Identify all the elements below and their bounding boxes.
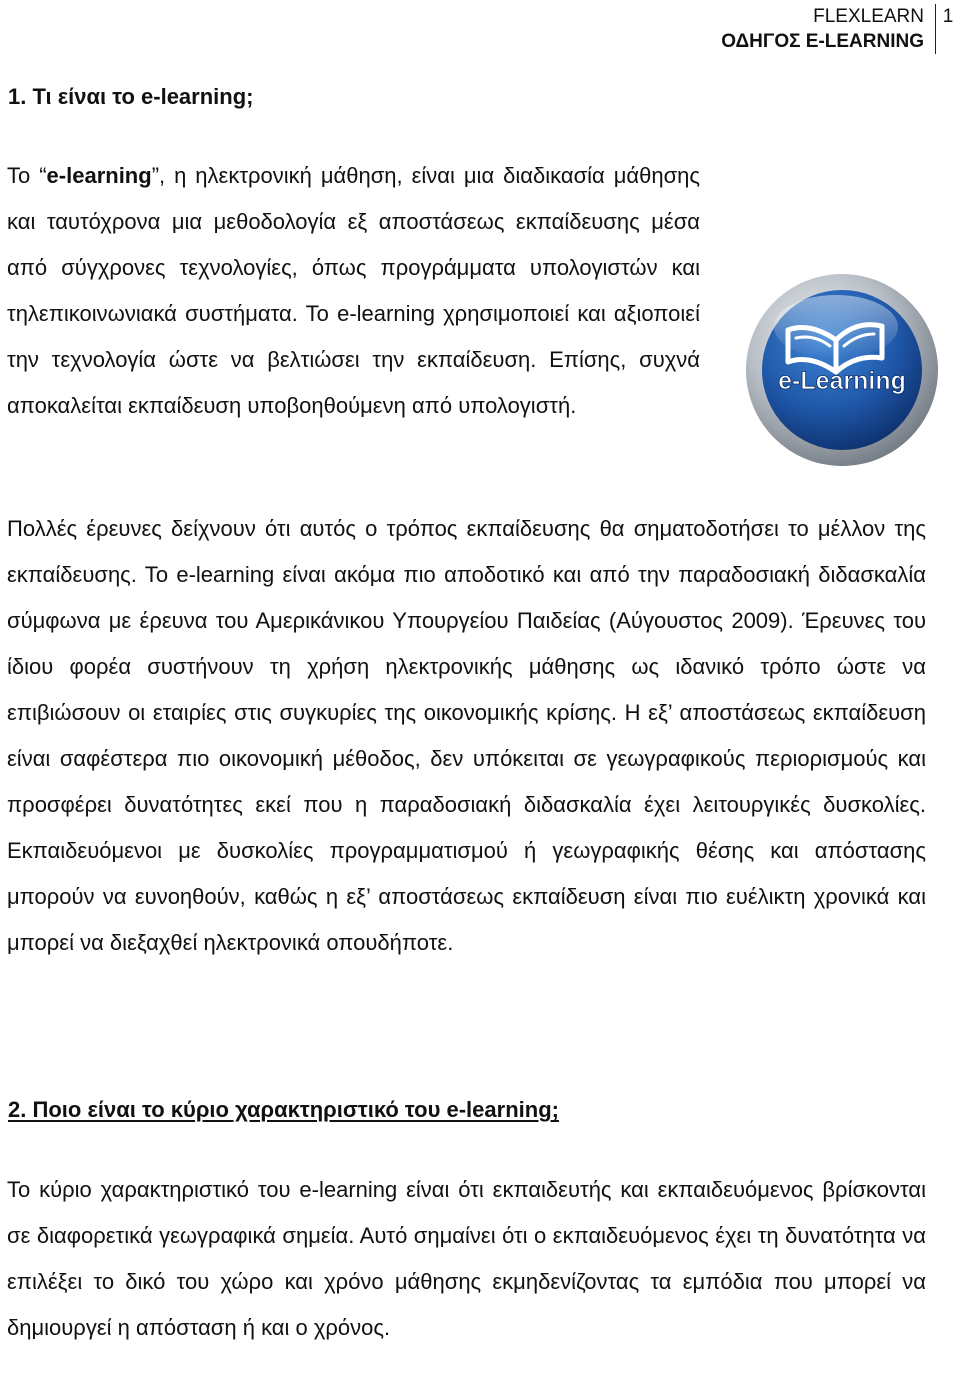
header-brand: FLEXLEARN bbox=[813, 6, 924, 27]
section1-paragraph-2: Πολλές έρευνες δείχνουν ότι αυτός ο τρόπος εκπαίδευσης θα σηματοδοτήσει το μέλλον της εκπαίδευσης. Το e-learning είναι ακόμα πιο αποδοτικό και από την παραδοσιακή διδασκαλία σύμφωνα με έρευνα του Αμερικάνικου Υπουργείου Παιδείας (Αύγουστος 2009). Έρευνες του ίδιου φορέα συστήνουν τη χρήση ηλεκτρονικής μάθησης ως ιδανικό τρόπο ώστε να επιβιώσουν οι εταιρίες στις συγκυρίες της οικονομικής κρίσης. Η εξ’ αποστάσεως εκπαίδευση είναι σαφέστερα πιο οικονομική μέθοδος, δεν υπόκειται σε γεωγραφικούς περιορισμούς και προσφέρει δυνατότητες εκεί που η παραδοσιακή διδασκαλία έχει λειτουργικές δυσκολίες. Εκπαιδευόμενοι με δυσκολίες προγραμματισμού ή γεωγραφικής θέσης και απόστασης μπορούν να ευνοηθούν, καθώς η εξ’ αποστάσεως εκπαίδευση είναι πιο ευέλικτη χρονικά και μπορεί να διεξαχθεί ηλεκτρονικά οπουδήποτε. bbox=[7, 516, 926, 955]
para1-before: Το “ bbox=[7, 163, 47, 188]
e-learning-logo bbox=[744, 272, 940, 468]
section2-heading: 2. Ποιο είναι το κύριο χαρακτηριστικό του e-learning; bbox=[8, 1097, 559, 1122]
section2-paragraph-1: Το κύριο χαρακτηριστικό του e-learning είναι ότι εκπαιδευτής και εκπαιδευόμενος βρίσκονται σε διαφορετικά γεωγραφικά σημεία. Αυτό σημαίνει ότι ο εκπαιδευόμενος έχει τη δυνατότητα να επιλέξει το δικό του χώρο και χρόνο μάθησης εκμηδενίζοντας τα εμπόδια που μπορεί να δημιουργεί η απόσταση ή και ο χρόνος. bbox=[7, 1177, 926, 1340]
section1-heading: 1. Τι είναι το e-learning; bbox=[8, 84, 254, 109]
para1-after: ”, η ηλεκτρονική μάθηση, είναι μια διαδικασία μάθησης και ταυτόχρονα μια μεθοδολογία εξ αποστάσεως εκπαίδευσης μέσα από σύγχρονες τεχνολογίες, όπως προγράμματα υπολογιστών και τηλεπικοινωνιακά συστήματα. Το e-learning χρησιμοποιεί και αξιοποιεί την τεχνολογία ώστε να βελτιώσει την εκπαίδευση. Επίσης, συχνά αποκαλείται εκπαίδευση υποβοηθούμενη από υπολογιστή. bbox=[7, 163, 700, 418]
page-header bbox=[721, 4, 924, 54]
e-learning-badge bbox=[744, 272, 940, 468]
page-number: 1 bbox=[935, 4, 960, 54]
header-subtitle: ΟΔΗΓΟΣ E-LEARNING bbox=[721, 31, 924, 52]
section1-paragraph-1 bbox=[7, 153, 700, 429]
logo-text: e-Learning bbox=[778, 367, 906, 395]
e-learning-term: e-learning bbox=[46, 163, 152, 188]
